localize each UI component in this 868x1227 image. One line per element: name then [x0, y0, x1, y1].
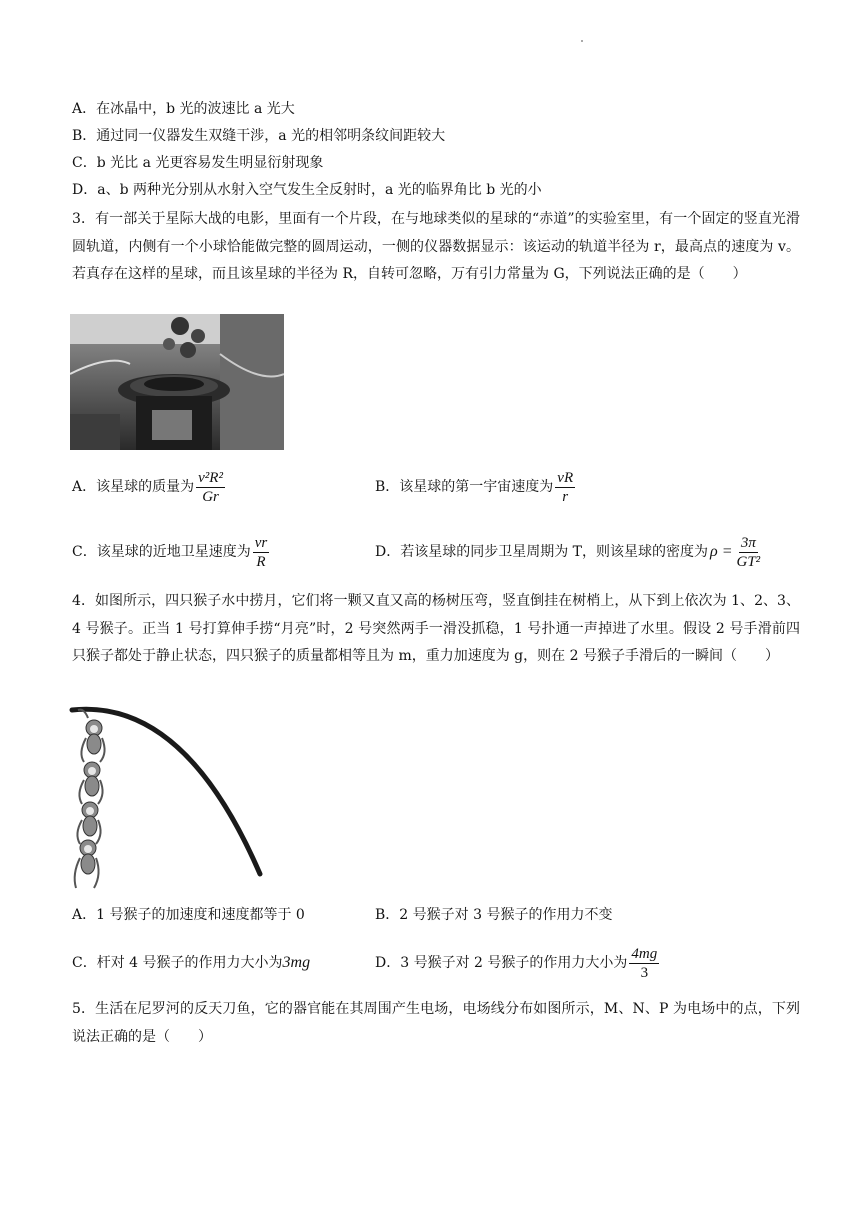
- q4-option-b: B．2 号猴子对 3 号猴子的作用力不变: [375, 907, 613, 923]
- q3-option-c-text: C．该星球的近地卫星速度为: [72, 544, 251, 560]
- fraction-denominator: r: [562, 488, 569, 505]
- fraction-numerator: 4mg: [631, 945, 658, 962]
- q3-option-a-fraction: [196, 469, 225, 506]
- q3-option-b-text: B．该星球的第一宇宙速度为: [375, 479, 554, 495]
- q4-option-d: [375, 938, 661, 988]
- fraction-numerator: 3π: [740, 534, 756, 551]
- q4-option-a: A．1 号猴子的加速度和速度都等于 0: [72, 907, 305, 923]
- q3-option-d-fraction: [735, 534, 763, 571]
- q4-option-d-fraction: [629, 945, 659, 982]
- q5-stem: 5．生活在尼罗河的反天刀鱼，它的器官能在其周围产生电场，电场线分布如图所示，M、N、P 为电场中的点，下列说法正确的是（ ）: [72, 1001, 800, 1045]
- q2-option-b: B．通过同一仪器发生双缝干涉，a 光的相邻明条纹间距较大: [72, 128, 446, 144]
- fraction-denominator: 3: [640, 964, 649, 981]
- q2-option-c: C．b 光比 a 光更容易发生明显衍射现象: [72, 155, 324, 171]
- scan-dot: [581, 40, 583, 42]
- q3-option-d-text: D．若该星球的同步卫星周期为 T，则该星球的密度为: [375, 544, 709, 560]
- q3-option-a: [72, 462, 227, 512]
- mall-photo: [70, 314, 284, 450]
- q3-option-a-text: A．该星球的质量为: [72, 479, 195, 495]
- q4-option-c-text: C．杆对 4 号猴子的作用力大小为: [72, 955, 283, 971]
- fraction-denominator: R: [256, 553, 266, 570]
- q3-option-b-fraction: [555, 469, 575, 506]
- q3-option-b: [375, 462, 577, 512]
- q2-option-d: D．a、b 两种光分别从水射入空气发生全反射时，a 光的临界角比 b 光的小: [72, 182, 542, 198]
- monkey-tree-figure: [64, 698, 274, 902]
- q4-option-d-text: D．3 号猴子对 2 号猴子的作用力大小为: [375, 955, 628, 971]
- q3-option-c: [72, 527, 271, 577]
- q2-option-a: A．在冰晶中，b 光的波速比 a 光大: [72, 101, 295, 117]
- rho-symbol: ρ =: [710, 543, 733, 560]
- q4-option-c-value: 3mg: [282, 954, 311, 971]
- q4-stem: 4．如图所示，四只猴子水中捞月，它们将一颗又直又高的杨树压弯，竖直倒挂在树梢上，从下到上依次为 1、2、3、4 号猴子。正当 1 号打算伸手捞“月亮”时，2 号突然两手一滑没抓稳，1 号扑通一声掉进了水里。假设 2 号手滑前四只猴子都处于静止状态，四只猴子的质量都相等且为 m，重力加速度为 g，则在 2 号猴子手滑后的一瞬间（ ）: [72, 593, 800, 664]
- q3-option-c-fraction: [253, 534, 270, 571]
- q4-option-c: [72, 938, 310, 988]
- q3-option-d: [375, 527, 764, 577]
- fraction-denominator: GT²: [736, 553, 761, 570]
- fraction-numerator: v²R²: [198, 469, 223, 486]
- fraction-denominator: Gr: [202, 488, 219, 505]
- fraction-numerator: vr: [254, 534, 268, 551]
- fraction-numerator: vR: [557, 469, 574, 486]
- q3-stem: 3．有一部关于星际大战的电影，里面有一个片段，在与地球类似的星球的“赤道”的实验室里，有一个固定的竖直光滑圆轨道，内侧有一个小球恰能做完整的圆周运动，一侧的仪器数据显示：该运动的轨道半径为 r，最高点的速度为 v。若真存在这样的星球，而且该星球的半径为 R，自转可忽略，万有引力常量为 G，下列说法正确的是（ ）: [72, 211, 800, 282]
